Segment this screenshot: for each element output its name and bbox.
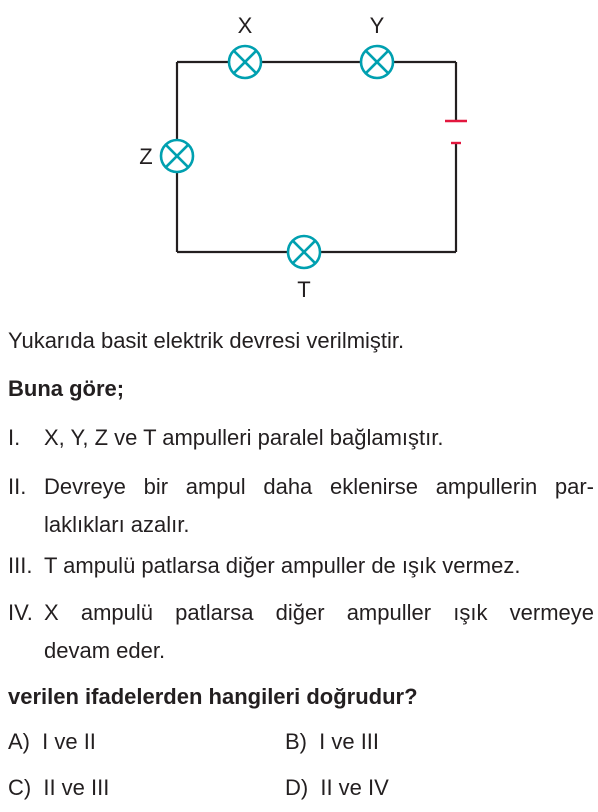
statement-text-line2: devam eder. (44, 638, 166, 663)
option-letter: C) (8, 775, 32, 800)
statement-text-line2: laklıkları azalır. (44, 512, 190, 537)
bulb-label-y: Y (369, 13, 385, 38)
circuit-diagram (0, 0, 598, 300)
option-a[interactable] (8, 728, 96, 756)
option-letter: A) (8, 729, 30, 754)
option-text: II ve III (43, 775, 110, 800)
lead-text: Buna göre; (8, 376, 125, 401)
option-letter: D) (285, 775, 309, 800)
option-letter: B) (285, 729, 307, 754)
intro-text: Yukarıda basit elektrik devresi verilmiştir. (8, 328, 405, 353)
statement-text-line1: Devreye bir ampul daha eklenirse ampullerin par- (44, 474, 594, 499)
question-prompt: verilen ifadelerden hangileri doğrudur? (8, 684, 418, 709)
statement-number: IV. (8, 600, 33, 625)
statement-number: II. (8, 474, 27, 499)
statement-number: I. (8, 425, 21, 450)
bulb-x-icon (229, 46, 261, 78)
bulb-z-icon (161, 140, 193, 172)
statement-4 (8, 594, 594, 670)
option-text: II ve IV (320, 775, 389, 800)
option-b[interactable] (285, 728, 379, 756)
circuit-wires (177, 62, 456, 252)
statement-1 (8, 419, 594, 457)
bulb-y-icon (361, 46, 393, 78)
bulb-label-z: Z (139, 144, 153, 169)
bulb-label-x: X (237, 13, 253, 38)
option-text: I ve III (319, 729, 380, 754)
statement-3 (8, 547, 594, 585)
statement-2 (8, 468, 594, 544)
option-text: I ve II (42, 729, 96, 754)
option-d[interactable] (285, 774, 389, 802)
statement-text: X, Y, Z ve T ampulleri paralel bağlamıştır. (44, 425, 444, 450)
battery-icon (445, 121, 467, 143)
statement-text-line1: X ampulü patlarsa diğer ampuller ışık vermeye (44, 600, 594, 625)
statement-number: III. (8, 553, 33, 578)
option-c[interactable] (8, 774, 109, 802)
bulb-t-icon (288, 236, 320, 268)
statement-text: T ampulü patlarsa diğer ampuller de ışık vermez. (44, 553, 521, 578)
bulb-label-t: T (297, 277, 311, 300)
